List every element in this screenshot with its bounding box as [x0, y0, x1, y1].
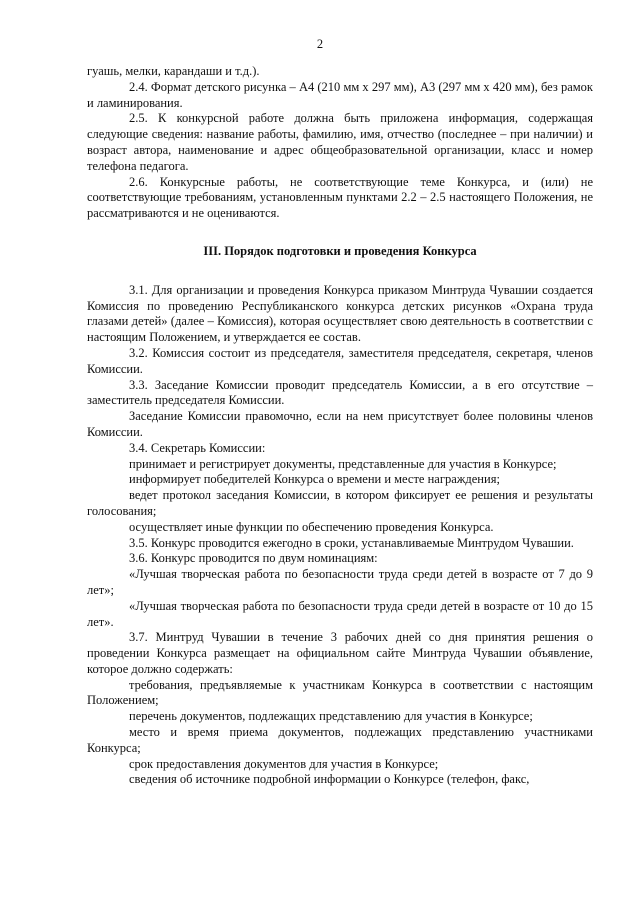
paragraph: сведения об источнике подробной информации о Конкурсе (телефон, факс, — [129, 772, 530, 787]
section-3-heading: III. Порядок подготовки и проведения Конкурса — [203, 243, 477, 258]
page-number: 2 — [316, 37, 324, 51]
paragraph: 3.3. Заседание Комиссии проводит председатель Комиссии, а в его отсутствие – заместитель председателя Комиссии. — [87, 377, 593, 408]
paragraph: Заседание Комиссии правомочно, если на нем присутствует более половины членов Комиссии. — [87, 409, 593, 439]
paragraph: осуществляет иные функции по обеспечению проведения Конкурса. — [129, 519, 494, 534]
section-3 — [87, 283, 593, 789]
section-2-tail — [87, 64, 593, 222]
paragraph: принимает и регистрирует документы, представленные для участия в Конкурсе; — [129, 456, 557, 471]
paragraph: 2.5. К конкурсной работе должна быть приложена информация, содержащая следующие сведения: название работы, фамилию, имя, отчество (последнее – при наличии) и возраст автора, наименование и адрес общеобразовательной организации, класс и номер телефона педагога. — [87, 111, 593, 173]
paragraph: 3.5. Конкурс проводится ежегодно в сроки, устанавливаемые Минтрудом Чувашии. — [129, 535, 574, 550]
paragraph: гуашь, мелки, карандаши и т.д.). — [87, 64, 260, 78]
paragraph: 3.7. Минтруд Чувашии в течение 3 рабочих дней со дня принятия решения о проведении Конкурса размещает на официальном сайте Минтруда Чувашии объявление, которое должно содержать: — [87, 630, 593, 676]
paragraph: «Лучшая творческая работа по безопасности труда среди детей в возрасте от 7 до 9 лет»; — [87, 567, 593, 597]
paragraph: срок предоставления документов для участия в Конкурсе; — [129, 756, 439, 771]
paragraph: информирует победителей Конкурса о времени и месте награждения; — [129, 472, 500, 487]
paragraph: ведет протокол заседания Комиссии, в котором фиксирует ее решения и результаты голосования; — [87, 488, 593, 518]
paragraph: требования, предъявляемые к участникам Конкурса в соответствии с настоящим Положением; — [87, 677, 593, 708]
paragraph: место и время приема документов, подлежащих представлению участниками Конкурса; — [87, 725, 593, 755]
paragraph: 3.6. Конкурс проводится по двум номинациям: — [129, 551, 378, 566]
paragraph: 3.2. Комиссия состоит из председателя, заместителя председателя, секретаря, членов Комиссии. — [87, 345, 593, 376]
paragraph: 2.4. Формат детского рисунка – А4 (210 мм х 297 мм), А3 (297 мм х 420 мм), без рамок и ламинирования. — [87, 79, 593, 110]
paragraph: «Лучшая творческая работа по безопасности труда среди детей в возрасте от 10 до 15 лет». — [87, 598, 593, 629]
paragraph: 3.1. Для организации и проведения Конкурса приказом Минтруда Чувашии создается Комиссия по проведению Республиканского конкурса детских рисунков «Охрана труда глазами детей» (далее – Комиссия), которая осуществляет свою деятельность в соответствии с настоящим Положением, и утверждается ее состав. — [87, 282, 593, 345]
paragraph: 2.6. Конкурсные работы, не соответствующие теме Конкурса, и (или) не соответствующие требованиям, установленным пунктами 2.2 – 2.5 настоящего Положения, не рассматриваются и не оцениваются. — [87, 174, 593, 221]
paragraph: перечень документов, подлежащих представлению для участия в Конкурсе; — [129, 709, 533, 724]
paragraph: 3.4. Секретарь Комиссии: — [129, 440, 266, 455]
document-body — [87, 64, 593, 788]
